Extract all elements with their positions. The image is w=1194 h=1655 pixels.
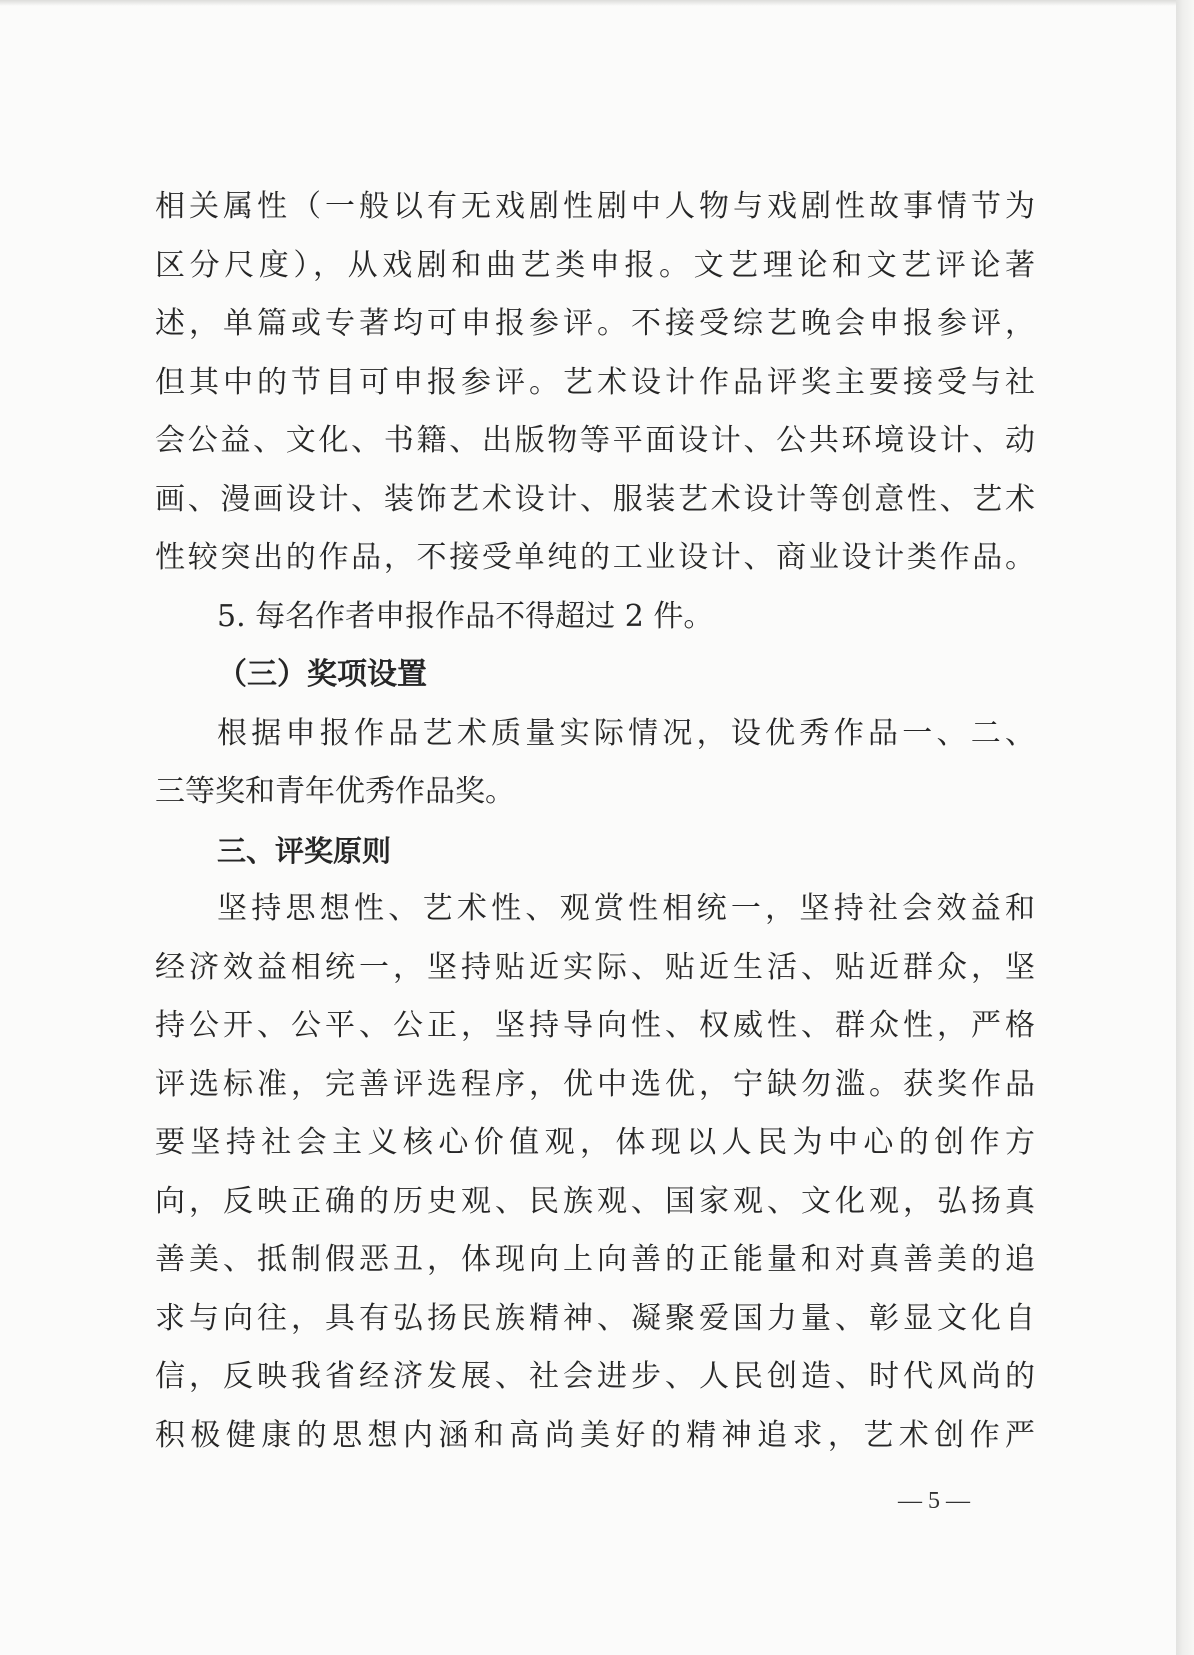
text-line: 经济效益相统一，坚持贴近实际、贴近生活、贴近群众，坚 xyxy=(155,949,1035,985)
text-line: 积极健康的思想内涵和高尚美好的精神追求，艺术创作严 xyxy=(155,1417,1035,1453)
item-5-text: 5. 每名作者申报作品不得超过 2 件。 xyxy=(217,598,714,634)
text-line: 但其中的节目可申报参评。艺术设计作品评奖主要接受与社 xyxy=(155,364,1035,400)
text-line: 善美、抵制假恶丑，体现向上向善的正能量和对真善美的追 xyxy=(155,1242,1035,1277)
text-line: 要坚持社会主义核心价值观，体现以人民为中心的创作方 xyxy=(155,1125,1035,1160)
text-line: 三等奖和青年优秀作品奖。 xyxy=(155,774,515,809)
text-line: 画、漫画设计、装饰艺术设计、服装艺术设计等创意性、艺术 xyxy=(155,481,1035,517)
text-line: 区分尺度），从戏剧和曲艺类申报。文艺理论和文艺评论著 xyxy=(155,247,1035,283)
text-line: 持公开、公平、公正，坚持导向性、权威性、群众性，严格 xyxy=(155,1008,1035,1043)
text-line: 会公益、文化、书籍、出版物等平面设计、公共环境设计、动 xyxy=(155,423,1035,458)
section-title: 三、评奖原则 xyxy=(217,833,392,868)
scan-right-edge xyxy=(1176,0,1194,1655)
subsection-title: （三）奖项设置 xyxy=(217,657,427,692)
text-line: 述，单篇或专著均可申报参评。不接受综艺晚会申报参评， xyxy=(155,306,1035,341)
text-line: 向，反映正确的历史观、民族观、国家观、文化观，弘扬真 xyxy=(155,1183,1035,1219)
text-line: 信，反映我省经济发展、社会进步、人民创造、时代风尚的 xyxy=(155,1359,1035,1394)
text-line: 求与向往，具有弘扬民族精神、凝聚爱国力量、彰显文化自 xyxy=(155,1300,1035,1336)
text-line: 坚持思想性、艺术性、观赏性相统一，坚持社会效益和 xyxy=(217,891,1035,926)
text-line: 性较突出的作品，不接受单纯的工业设计、商业设计类作品。 xyxy=(155,540,1035,575)
page-number: — 5 — xyxy=(898,1488,970,1514)
text-line: 相关属性（一般以有无戏剧性剧中人物与戏剧性故事情节为 xyxy=(155,189,1035,224)
page-body xyxy=(155,178,1035,1465)
scan-top-shadow xyxy=(0,0,1176,6)
text-line: 评选标准，完善评选程序，优中选优，宁缺勿滥。获奖作品 xyxy=(155,1066,1035,1102)
text-line: 根据申报作品艺术质量实际情况，设优秀作品一、二、 xyxy=(217,715,1035,751)
